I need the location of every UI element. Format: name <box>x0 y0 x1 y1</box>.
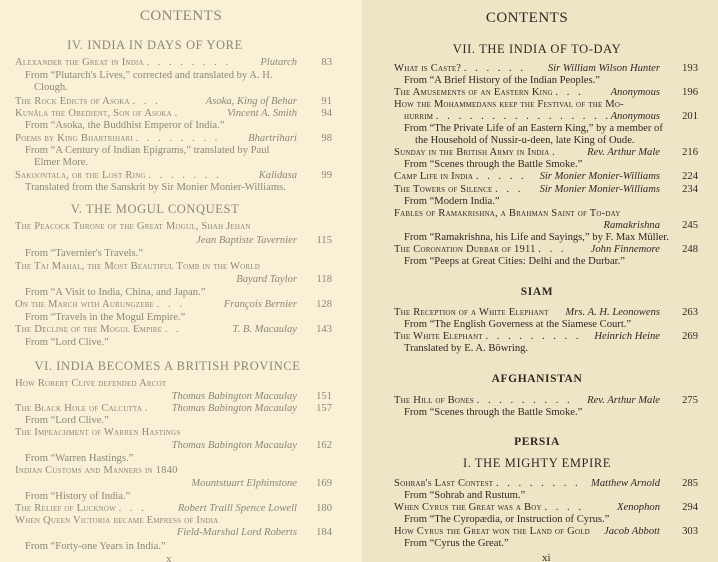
leader-dots: . . . . <box>544 502 584 513</box>
entry-title: The Taj Mahal, the Most Beautiful Tomb in the World <box>15 261 261 272</box>
leader-dots: . . . . . . . . . <box>485 331 582 342</box>
entry-source: Clough. <box>34 82 68 93</box>
entry-source: From “A Visit to India, China, and Japan.” <box>25 287 206 298</box>
entry-page: 91 <box>321 96 332 107</box>
leader-dots: . . . . . . . . <box>135 133 221 144</box>
entry-page: 234 <box>682 184 698 195</box>
entry-title: Alexander the Great in India <box>15 57 144 68</box>
entry-page: 285 <box>682 478 698 489</box>
entry-title: The White Elephant <box>394 331 483 342</box>
page-header: CONTENTS <box>139 8 223 24</box>
entry-author: Jean Baptiste Tavernier <box>196 235 297 246</box>
entry-title: The Relief of Lucknow <box>15 503 116 514</box>
entry-title: The Reception of a White Elephant <box>394 307 549 318</box>
entry-source: From “Ramakrishna, his Life and Sayings,” by F. Max Müller. <box>404 232 669 243</box>
entry-source: From “A Century of Indian Epigrams,” translated by Paul <box>25 145 270 156</box>
entry-author: Ramakrishna <box>603 220 660 231</box>
entry-page: 184 <box>316 527 332 538</box>
entry-source: From “History of India.” <box>25 491 131 502</box>
entry-page: 128 <box>316 299 332 310</box>
entry-title: Kunâla the Obedient, Son of Asoka <box>15 108 172 119</box>
entry-page: 201 <box>682 111 698 122</box>
page-header: CONTENTS <box>485 10 569 26</box>
entry-author: Rev. Arthur Male <box>587 147 660 158</box>
leader-dots: . <box>174 108 181 119</box>
entry-title: The Black Hole of Calcutta <box>15 403 143 414</box>
entry-source: From “Sohrab and Rustum.” <box>404 490 526 501</box>
entry-page: 303 <box>682 526 698 537</box>
section-title: VI. INDIA BECOMES A BRITISH PROVINCE <box>34 359 301 373</box>
entry-author: John Finnemore <box>590 244 660 255</box>
leader-dots: . . <box>164 324 182 335</box>
entry-page: 143 <box>316 324 332 335</box>
entry-author: Robert Traill Spence Lowell <box>177 503 297 514</box>
entry-page: 157 <box>316 403 332 414</box>
toc-entry[interactable] <box>15 426 180 439</box>
toc-entry[interactable] <box>15 220 251 233</box>
page-number: x <box>166 553 172 562</box>
leader-dots: . . . . . . . <box>148 170 222 181</box>
entry-title: The Impeachment of Warren Hastings <box>15 427 181 438</box>
entry-title: The Decline of the Mogul Empire <box>15 324 163 335</box>
entry-source: the Household of Nussir-u-deen, late King of Oude. <box>415 135 635 146</box>
right-page <box>362 0 718 562</box>
page-number: xi <box>542 552 551 562</box>
entry-author: Mrs. A. H. Leonowens <box>565 307 660 318</box>
entry-page: 245 <box>682 220 698 231</box>
leader-dots: . . . . . . . . <box>146 57 232 68</box>
leader-dots: . . . . . . . . . . . . . . . . <box>435 111 611 122</box>
entry-title: The Coronation Durbar of 1911 <box>394 244 536 255</box>
entry-source: Elmer More. <box>34 157 89 168</box>
entry-page: 151 <box>316 391 332 402</box>
entry-title: What is Caste? <box>394 63 462 74</box>
entry-author: Thomas Babington Macaulay <box>171 440 297 451</box>
entry-page: 193 <box>682 63 698 74</box>
entry-source: From “Cyrus the Great.” <box>404 538 509 549</box>
entry-source: From “Tavernier's Travels.” <box>25 248 143 259</box>
entry-source: From “Asoka, the Buddhist Emperor of India.” <box>25 120 225 131</box>
entry-source: From “Modern India.” <box>404 196 500 207</box>
entry-page: 269 <box>682 331 698 342</box>
leader-dots: . . . <box>555 87 584 98</box>
entry-source: Translated from the Sanskrit by Sir Monier Monier-Williams. <box>25 182 286 193</box>
toc-entry[interactable] <box>15 377 166 390</box>
leader-dots: . . . <box>118 503 147 514</box>
entry-author: Bhartrihari <box>248 133 297 144</box>
entry-title: Indian Customs and Manners in 1840 <box>15 465 178 476</box>
entry-page: 224 <box>682 171 698 182</box>
entry-author: Plutarch <box>260 57 297 68</box>
entry-page: 294 <box>682 502 698 513</box>
entry-page: 248 <box>682 244 698 255</box>
entry-author: Sir William Wilson Hunter <box>547 63 660 74</box>
entry-page: 83 <box>321 57 332 68</box>
entry-author: Vincent A. Smith <box>227 108 297 119</box>
leader-dots: . . . <box>156 299 186 310</box>
entry-author: Xenophon <box>617 502 660 513</box>
entry-author: Jacob Abbott <box>604 526 660 537</box>
entry-page: 162 <box>316 440 332 451</box>
entry-title: Fables of Ramakrishna, a Brahman Saint of To-day <box>394 208 621 219</box>
entry-page: 94 <box>321 108 332 119</box>
entry-page: 275 <box>682 395 698 406</box>
entry-title: When Cyrus the Great was a Boy <box>394 502 542 513</box>
entry-title: The Hill of Bones <box>394 395 474 406</box>
entry-title: Sunday in the British Army in India <box>394 147 550 158</box>
entry-source: From “Peeps at Great Cities: Delhi and the Durbar.” <box>404 256 625 267</box>
entry-title: Sakoontala, or the Lost Ring <box>15 170 146 181</box>
entry-page: 115 <box>316 235 332 246</box>
entry-source: From “Lord Clive.” <box>25 337 109 348</box>
entry-source: From “Warren Hastings.” <box>25 453 134 464</box>
toc-entry[interactable] <box>15 260 260 273</box>
entry-title: Poems by King Bhartrihari <box>15 133 133 144</box>
entry-source: From “Scenes through the Battle Smoke.” <box>404 159 583 170</box>
entry-title: The Rock Edicts of Asoka <box>15 96 130 107</box>
entry-page: 263 <box>682 307 698 318</box>
entry-title: The Towers of Silence <box>394 184 493 195</box>
entry-author: François Bernier <box>223 299 297 310</box>
entry-author: Sir Monier Monier-Williams <box>539 184 660 195</box>
entry-title: How Robert Clive defended Arcot <box>15 378 167 389</box>
entry-source: From “Lord Clive.” <box>25 415 109 426</box>
leader-dots: . . . . . . . . . <box>476 395 573 406</box>
entry-page: 98 <box>321 133 332 144</box>
toc-entry[interactable] <box>15 298 185 311</box>
entry-author: Thomas Babington Macaulay <box>171 403 297 414</box>
entry-author: Bayard Taylor <box>236 274 297 285</box>
toc-entry[interactable] <box>15 464 178 477</box>
entry-author: T. B. Macaulay <box>232 324 297 335</box>
entry-source: From “The English Governess at the Siamese Court.” <box>404 319 632 330</box>
leader-dots: . . . <box>495 184 524 195</box>
leader-dots: . . . <box>538 244 567 255</box>
entry-author: Matthew Arnold <box>591 478 660 489</box>
section-subtitle: I. THE MIGHTY EMPIRE <box>462 456 612 470</box>
entry-author: Mountstuart Elphinstone <box>191 478 297 489</box>
leader-dots: . . . . . <box>475 171 527 182</box>
entry-author: Asoka, King of Behar <box>205 96 297 107</box>
entry-source: From “The Cyropædia, or Instruction of Cyrus.” <box>404 514 610 525</box>
leader-dots: . <box>552 147 558 158</box>
entry-title: Sohrab's Last Contest <box>394 478 494 489</box>
section-title: AFGHANISTAN <box>491 373 583 385</box>
entry-source: Translated by E. A. Böwring. <box>404 343 529 354</box>
entry-author: Anonymous <box>610 87 660 98</box>
entry-author: Kalidasa <box>258 170 297 181</box>
leader-dots: . . . <box>132 96 161 107</box>
entry-author: Rev. Arthur Male <box>587 395 660 406</box>
entry-page: 216 <box>682 147 698 158</box>
entry-source: From “Travels in the Mogul Empire.” <box>25 312 186 323</box>
section-title: V. THE MOGUL CONQUEST <box>70 202 240 216</box>
entry-title: How the Mohammedans keep the Festival of the Mo- <box>394 99 624 110</box>
section-title: IV. INDIA IN DAYS OF YORE <box>67 38 243 52</box>
entry-source: From “The Private Life of an Eastern King,” by a member of <box>404 123 663 134</box>
toc-entry[interactable] <box>394 207 621 220</box>
leader-dots: . . . . . . . . <box>495 478 581 489</box>
entry-page: 180 <box>316 503 332 514</box>
entry-source: From “Forty-one Years in India.” <box>25 541 166 552</box>
entry-title: On the March with Aurungzebe <box>15 299 155 310</box>
entry-author: Sir Monier Monier-Williams <box>539 171 660 182</box>
entry-title: Camp Life in India <box>394 171 474 182</box>
entry-author: Field-Marshal Lord Roberts <box>176 527 297 538</box>
entry-source: From “Scenes through the Battle Smoke.” <box>404 407 583 418</box>
entry-author: Heinrich Heine <box>594 331 660 342</box>
entry-title: The Peacock Throne of the Great Mogul, Shah Jehan <box>15 221 251 232</box>
section-title: SIAM <box>520 286 554 298</box>
entry-title-continued: hurrim <box>404 111 434 122</box>
entry-title: The Amusements of an Eastern King <box>394 87 553 98</box>
entry-title: When Queen Victoria became Empress of India <box>15 515 219 526</box>
toc-entry[interactable] <box>15 56 231 69</box>
entry-page: 99 <box>321 170 332 181</box>
toc-entry[interactable] <box>15 323 182 336</box>
entry-title: How Cyrus the Great won the Land of Gold <box>394 526 590 537</box>
entry-page: 118 <box>316 274 332 285</box>
section-title: PERSIA <box>514 436 560 448</box>
entry-author: Thomas Babington Macaulay <box>171 391 297 402</box>
section-title: VII. THE INDIA OF TO-DAY <box>452 42 622 56</box>
toc-entry[interactable] <box>394 170 527 183</box>
entry-page: 196 <box>682 87 698 98</box>
entry-source: From “A Brief History of the Indian Peoples.” <box>404 75 600 86</box>
leader-dots: . <box>144 403 148 414</box>
entry-author: Anonymous <box>610 111 660 122</box>
entry-page: 169 <box>316 478 332 489</box>
entry-source: From “Plutarch's Lives,” corrected and translated by A. H. <box>25 70 273 81</box>
leader-dots: . . . . . . <box>463 63 526 74</box>
